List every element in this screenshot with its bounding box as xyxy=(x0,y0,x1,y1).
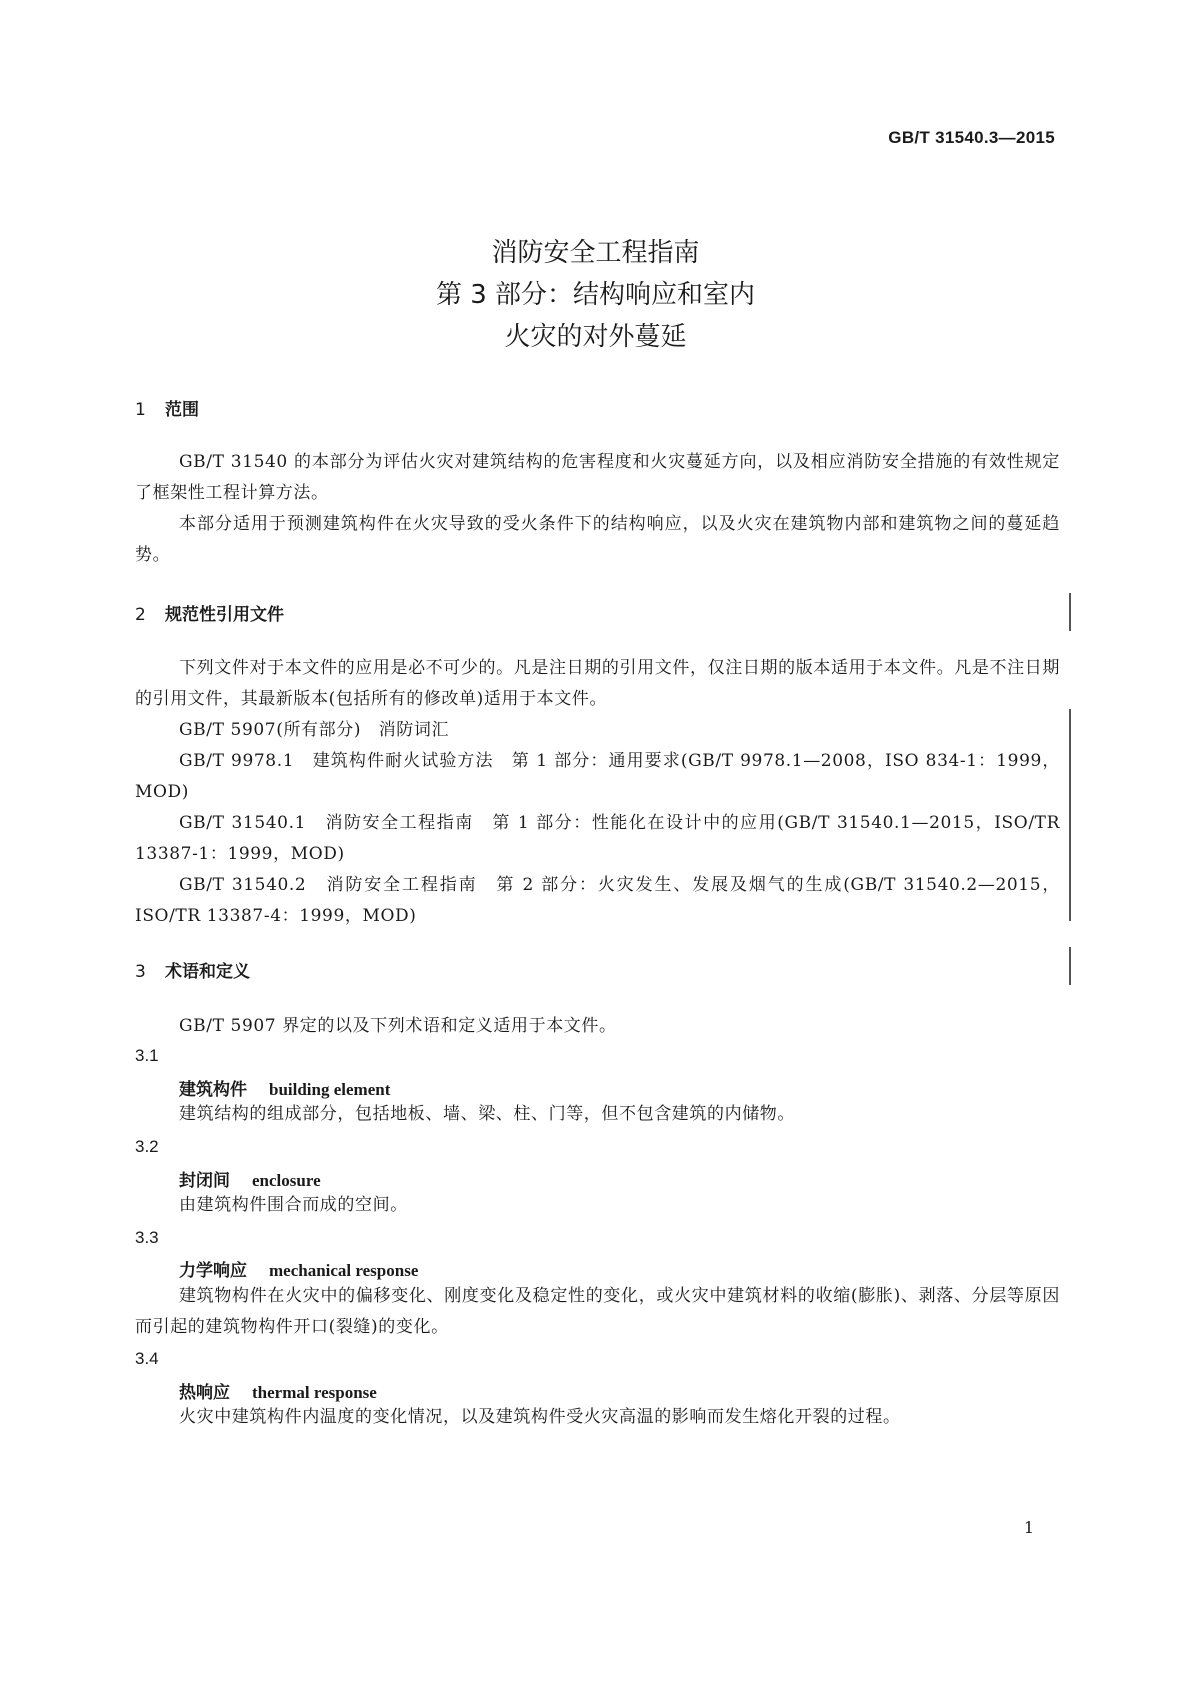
term-definition: 火灾中建筑构件内温度的变化情况，以及建筑构件受火灾高温的影响而发生熔化开裂的过程。 xyxy=(179,1407,901,1427)
term-number: 3.1 xyxy=(135,1046,159,1065)
term-en: thermal response xyxy=(252,1383,377,1402)
section-3-intro: GB/T 5907 界定的以及下列术语和定义适用于本文件。 xyxy=(179,1016,617,1036)
term-zh: 建筑构件 xyxy=(179,1080,247,1100)
section-3-number: 3 xyxy=(135,962,146,982)
term-heading xyxy=(179,1166,321,1191)
section-1-number: 1 xyxy=(135,400,146,420)
term-number: 3.3 xyxy=(135,1228,159,1247)
term-zh: 封闭间 xyxy=(179,1171,230,1191)
term-number: 3.2 xyxy=(135,1137,159,1156)
reference-item: GB/T 5907(所有部分) 消防词汇 xyxy=(179,720,450,740)
title-line-2: 第 3 部分：结构响应和室内 xyxy=(435,280,756,310)
section-1-paragraph-2: 本部分适用于预测建筑构件在火灾导致的受火条件下的结构响应，以及火灾在建筑物内部和建筑物之间的蔓延趋势。 xyxy=(135,514,1060,565)
section-1-heading xyxy=(135,395,199,420)
title-line-1: 消防安全工程指南 xyxy=(491,238,700,268)
term-heading xyxy=(179,1075,390,1100)
term-heading xyxy=(179,1378,377,1403)
section-3-title: 术语和定义 xyxy=(165,962,250,982)
term-zh: 力学响应 xyxy=(179,1261,247,1281)
change-bar xyxy=(1069,593,1071,631)
title-line-3: 火灾的对外蔓延 xyxy=(504,322,687,352)
document-title xyxy=(0,232,1191,358)
term-zh: 热响应 xyxy=(179,1383,230,1403)
term-en: building element xyxy=(269,1080,391,1099)
term-definition: 由建筑构件围合而成的空间。 xyxy=(179,1195,408,1215)
term-number: 3.4 xyxy=(135,1349,159,1368)
page-number: 1 xyxy=(1023,1518,1034,1537)
change-bar xyxy=(1069,947,1071,985)
term-en: mechanical response xyxy=(269,1261,419,1280)
standard-number: GB/T 31540.3—2015 xyxy=(888,128,1055,147)
section-1-title: 范围 xyxy=(165,400,199,420)
section-2-intro: 下列文件对于本文件的应用是必不可少的。凡是注日期的引用文件，仅注日期的版本适用于本文件。凡是不注日期的引用文件，其最新版本(包括所有的修改单)适用于本文件。 xyxy=(135,658,1060,709)
section-2-heading xyxy=(135,600,284,625)
reference-item: GB/T 31540.2 消防安全工程指南 第 2 部分：火灾发生、发展及烟气的生成(GB/T 31540.2—2015，ISO/TR 13387-4：1999，MOD) xyxy=(135,875,1060,926)
reference-item: GB/T 9978.1 建筑构件耐火试验方法 第 1 部分：通用要求(GB/T 9978.1—2008，ISO 834-1：1999，MOD) xyxy=(135,751,1060,802)
term-definition: 建筑结构的组成部分，包括地板、墙、梁、柱、门等，但不包含建筑的内储物。 xyxy=(179,1104,795,1124)
reference-item: GB/T 31540.1 消防安全工程指南 第 1 部分：性能化在设计中的应用(GB/T 31540.1—2015，ISO/TR 13387-1：1999，MOD) xyxy=(135,813,1060,864)
section-2-title: 规范性引用文件 xyxy=(165,605,284,625)
term-en: enclosure xyxy=(252,1171,321,1190)
term-definition: 建筑物构件在火灾中的偏移变化、刚度变化及稳定性的变化，或火灾中建筑材料的收缩(膨胀)、剥落、分层等原因而引起的建筑物构件开口(裂缝)的变化。 xyxy=(135,1286,1060,1337)
section-2-number: 2 xyxy=(135,605,146,625)
section-3-heading xyxy=(135,957,250,982)
change-bar xyxy=(1069,709,1071,921)
section-1-paragraph-1: GB/T 31540 的本部分为评估火灾对建筑结构的危害程度和火灾蔓延方向，以及相应消防安全措施的有效性规定了框架性工程计算方法。 xyxy=(135,452,1060,503)
term-heading xyxy=(179,1256,418,1281)
